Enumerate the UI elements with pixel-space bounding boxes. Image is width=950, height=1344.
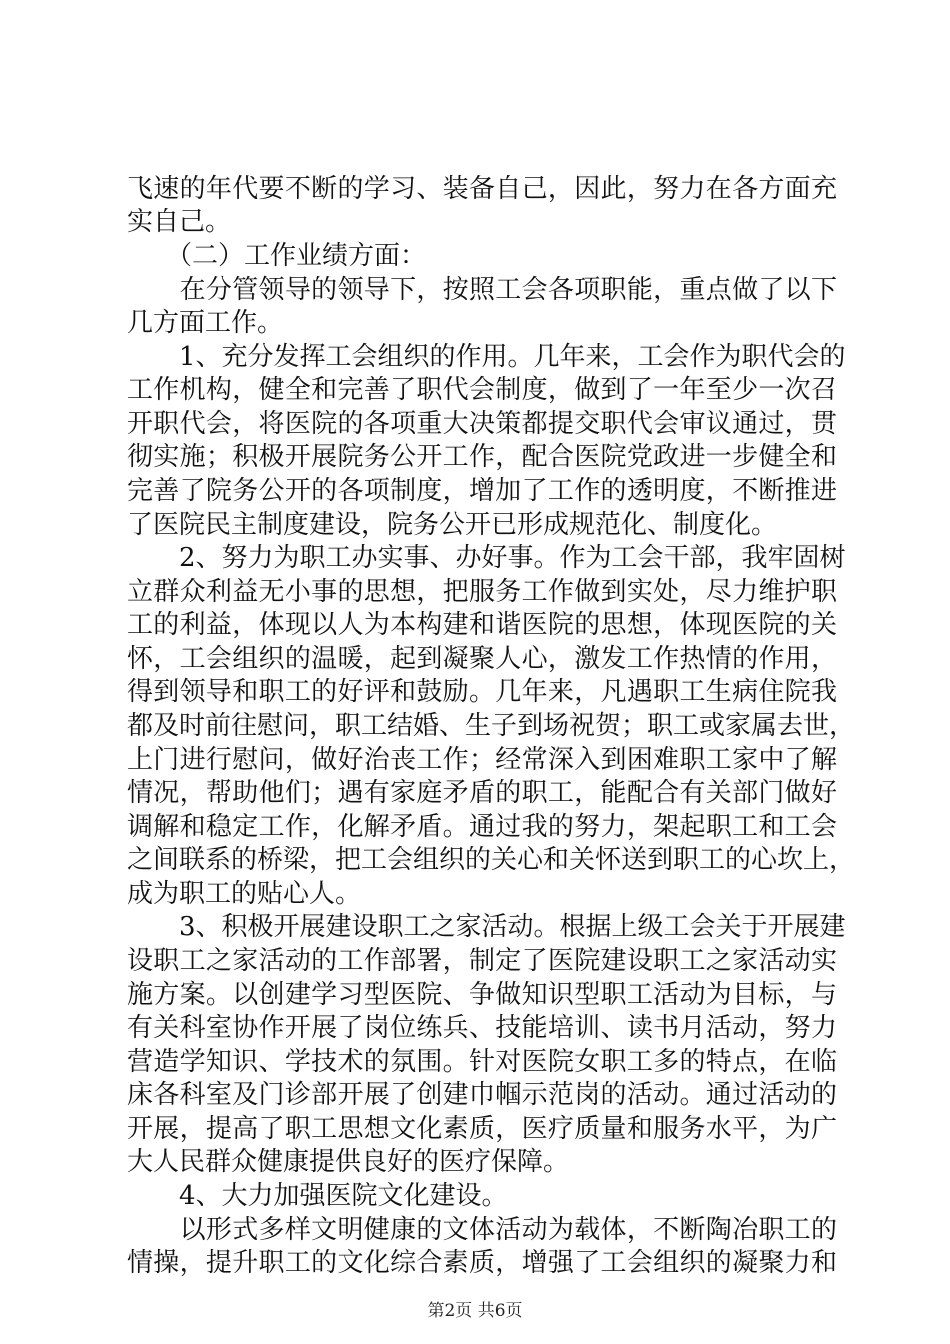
body-line: 完善了院务公开的各项制度，增加了工作的透明度，不断推进: [127, 476, 837, 506]
body-line: 床各科室及门诊部开展了创建巾帼示范岗的活动。通过活动的: [127, 1080, 837, 1110]
body-line: 立群众利益无小事的思想，把服务工作做到实处，尽力维护职: [127, 577, 837, 607]
body-line: 1、充分发挥工会组织的作用。几年来，工会作为职代会的: [127, 342, 846, 372]
body-line: 以形式多样文明健康的文体活动为载体，不断陶冶职工的: [127, 1215, 837, 1245]
body-line: 实自己。: [127, 207, 232, 237]
section-heading: 4、大力加强医院文化建设。: [127, 1181, 508, 1211]
body-line: 工的利益，体现以人为本构建和谐医院的思想，体现医院的关: [127, 610, 837, 640]
body-line: 开职代会，将医院的各项重大决策都提交职代会审议通过，贯: [127, 409, 837, 439]
body-line: 上门进行慰问，做好治丧工作；经常深入到困难职工家中了解: [127, 745, 837, 775]
body-line: 飞速的年代要不断的学习、装备自己，因此，努力在各方面充: [127, 174, 837, 204]
body-line: 成为职工的贴心人。: [127, 879, 362, 909]
body-line: 几方面工作。: [127, 308, 284, 338]
body-line: 2、努力为职工办实事、办好事。作为工会干部，我牢固树: [127, 543, 846, 573]
body-line: 了医院民主制度建设，院务公开已形成规范化、制度化。: [127, 510, 778, 540]
body-line: 工作机构，健全和完善了职代会制度，做到了一年至少一次召: [127, 375, 837, 405]
section-heading: （二）工作业绩方面：: [127, 241, 427, 271]
body-line: 在分管领导的领导下，按照工会各项职能，重点做了以下: [127, 275, 837, 305]
body-line: 情操，提升职工的文化综合素质，增强了工会组织的凝聚力和: [127, 1248, 837, 1278]
body-line: 怀，工会组织的温暖，起到凝聚人心，激发工作热情的作用，: [127, 644, 837, 674]
body-line: 之间联系的桥梁，把工会组织的关心和关怀送到职工的心坎上，: [127, 845, 856, 875]
body-line: 3、积极开展建设职工之家活动。根据上级工会关于开展建: [127, 912, 846, 942]
body-line: 设职工之家活动的工作部署，制定了医院建设职工之家活动实: [127, 946, 837, 976]
body-line: 大人民群众健康提供良好的医疗保障。: [127, 1147, 570, 1177]
body-line: 有关科室协作开展了岗位练兵、技能培训、读书月活动，努力: [127, 1013, 837, 1043]
body-line: 情况，帮助他们；遇有家庭矛盾的职工，能配合有关部门做好: [127, 778, 837, 808]
body-line: 营造学知识、学技术的氛围。针对医院女职工多的特点，在临: [127, 1047, 837, 1077]
page-number-footer: 第2页 共6页: [427, 1301, 523, 1321]
body-line: 施方案。以创建学习型医院、争做知识型职工活动为目标，与: [127, 980, 837, 1010]
body-line: 都及时前往慰问，职工结婚、生子到场祝贺；职工或家属去世，: [127, 711, 856, 741]
body-line: 彻实施；积极开展院务公开工作，配合医院党政进一步健全和: [127, 442, 837, 472]
body-line: 调解和稳定工作，化解矛盾。通过我的努力，架起职工和工会: [127, 812, 837, 842]
body-line: 开展，提高了职工思想文化素质，医疗质量和服务水平，为广: [127, 1114, 837, 1144]
body-line: 得到领导和职工的好评和鼓励。几年来，凡遇职工生病住院我: [127, 677, 837, 707]
